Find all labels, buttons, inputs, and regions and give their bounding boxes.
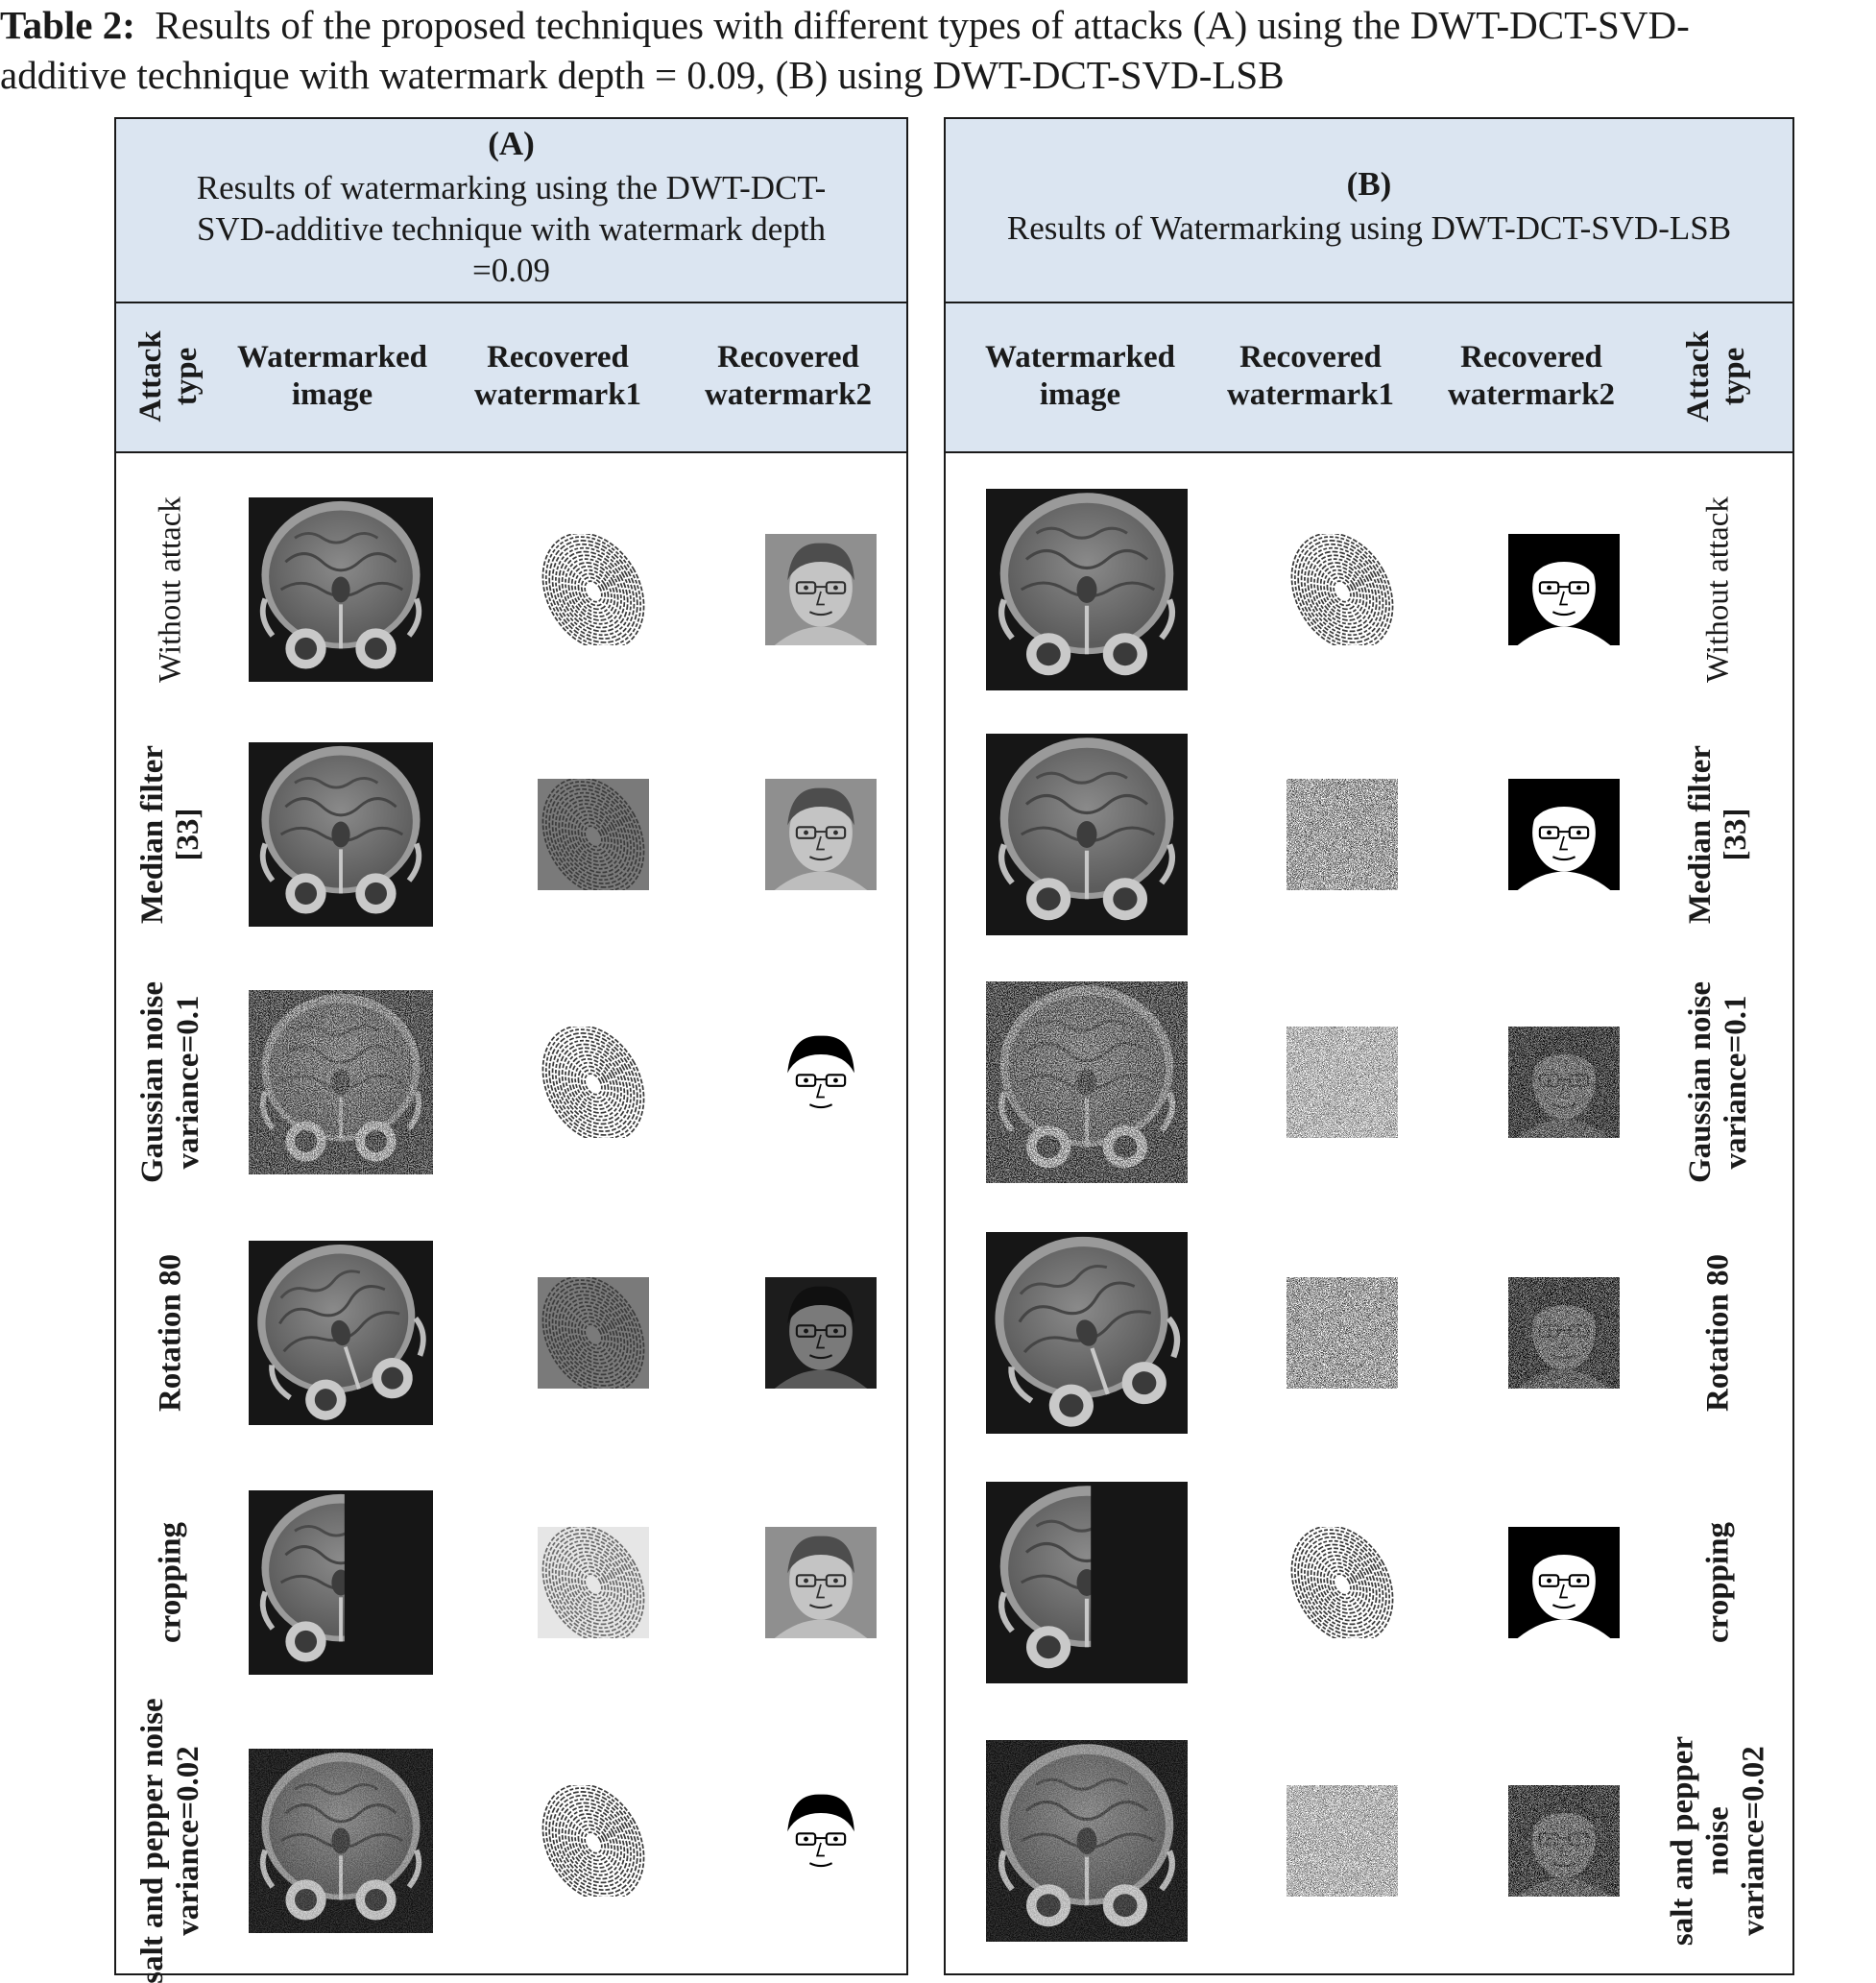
panel-a-recovered-watermark1-rotation <box>538 1277 649 1389</box>
panel-b-attack-label-without-attack <box>1701 496 1737 683</box>
panel-b-attack-label-cropping <box>1701 1522 1737 1643</box>
panel-a-attack-label-cropping <box>154 1522 189 1643</box>
panel-a-recovered-watermark2-gaussian-noise <box>765 1027 877 1138</box>
panel-a-recovered-watermark1-median-filter <box>538 779 649 890</box>
panel-a-title-line-1: Results of watermarking using the DWT-DCT- <box>196 169 827 206</box>
panel-b-watermarked-image-median-filter <box>986 734 1188 935</box>
panel-b-recovered-watermark2-gaussian-noise <box>1508 1027 1620 1138</box>
panel-b-attack-label-salt-pepper-line: noise <box>1700 1805 1736 1875</box>
panel-a-col-recovered-watermark1: Recovered watermark1 <box>473 340 642 412</box>
panel-a-recovered-watermark1-cropping <box>538 1527 649 1638</box>
panel-a-title-line-2: SVD-additive technique with watermark depth <box>196 210 827 248</box>
panel-a-attack-label-salt-pepper <box>135 1698 206 1983</box>
panel-b-column-header <box>946 303 1792 453</box>
panel-b-recovered-watermark1-cropping <box>1287 1527 1398 1638</box>
panel-b-watermarked-image-cropping <box>986 1482 1188 1683</box>
panel-a-recovered-watermark2-cropping <box>765 1527 877 1638</box>
panel-b-col-watermarked-image: Watermarked image <box>985 340 1175 412</box>
panel-b-recovered-watermark1-salt-pepper <box>1287 1785 1398 1897</box>
caption-line-1: Results of the proposed techniques with different types of attacks (A) using the DWT-DCT-SVD- <box>155 3 1690 47</box>
panel-b-recovered-watermark2-cropping <box>1508 1527 1620 1638</box>
panel-b-recovered-watermark2-salt-pepper <box>1508 1785 1620 1897</box>
table-caption <box>0 0 1876 100</box>
panel-a-attack-label-salt-pepper-line: salt and pepper noise <box>135 1697 170 1983</box>
panel-b-recovered-watermark1-rotation <box>1287 1277 1398 1389</box>
caption-line-2: additive technique with watermark depth = 0.09, (B) using DWT-DCT-SVD-LSB <box>0 53 1285 97</box>
panel-b-attack-label-gaussian-noise-line: Gaussian noise <box>1683 981 1718 1183</box>
panel-b-attack-label-median-filter-line: Median filter <box>1683 744 1718 924</box>
panel-b-col-recovered-watermark1: Recovered watermark1 <box>1226 340 1395 412</box>
panel-b-attack-label-rotation-line: Rotation 80 <box>1700 1253 1736 1413</box>
panel-b <box>944 117 1794 1975</box>
panel-a-recovered-watermark2-without-attack <box>765 534 877 645</box>
panel-b-title: Results of Watermarking using DWT-DCT-SVD-LSB <box>1006 209 1732 247</box>
panel-a-attack-label-median-filter-line: Median filter <box>135 744 170 924</box>
panel-a-col-watermarked-image: Watermarked image <box>237 340 427 412</box>
panel-b-attack-label-salt-pepper-line: salt and pepper <box>1665 1735 1700 1946</box>
panel-a-attack-label-cropping-line: cropping <box>153 1522 188 1643</box>
panel-b-attack-label-salt-pepper-line: variance=0.02 <box>1736 1745 1771 1936</box>
panel-a-recovered-watermark2-salt-pepper <box>765 1785 877 1897</box>
panel-a-attack-label-without-attack <box>154 496 189 683</box>
panel-a-col-recovered-watermark2: Recovered watermark2 <box>704 340 873 412</box>
panel-a-recovered-watermark1-salt-pepper <box>538 1785 649 1897</box>
panel-b-attack-label-gaussian-noise <box>1683 981 1754 1183</box>
panel-b-title-band <box>946 119 1792 303</box>
panel-a <box>114 117 908 1983</box>
panel-b-attack-label-salt-pepper <box>1666 1735 1772 1945</box>
panel-a-letter: (A) <box>488 125 535 162</box>
panel-b-recovered-watermark2-rotation <box>1508 1277 1620 1389</box>
panel-a-watermarked-image-gaussian-noise <box>249 990 433 1174</box>
panel-a-watermarked-image-cropping <box>249 1490 433 1675</box>
panel-a-attack-type-header: Attack type <box>133 330 204 423</box>
panel-a-recovered-watermark1-without-attack <box>538 534 649 645</box>
panel-b-attack-label-gaussian-noise-line: variance=0.1 <box>1719 995 1753 1170</box>
table-label: Table 2: <box>0 3 135 47</box>
panel-a-attack-label-gaussian-noise <box>135 981 206 1183</box>
panel-b-attack-label-without-attack-line: Without attack <box>1700 496 1736 683</box>
panel-a-attack-label-median-filter <box>135 744 206 923</box>
panel-a-recovered-watermark2-median-filter <box>765 779 877 890</box>
panel-a-attack-label-gaussian-noise-line: variance=0.1 <box>171 995 205 1170</box>
panel-b-attack-type-header: Attack type <box>1681 330 1751 423</box>
panel-b-letter: (B) <box>1346 165 1392 203</box>
panel-a-watermarked-image-median-filter <box>249 742 433 927</box>
panel-b-watermarked-image-gaussian-noise <box>986 981 1188 1183</box>
panel-a-watermarked-image-without-attack <box>249 497 433 682</box>
panel-a-attack-label-rotation <box>154 1254 189 1412</box>
panel-a-attack-label-median-filter-line: [33] <box>171 808 205 860</box>
panel-b-attack-label-median-filter-line: [33] <box>1719 808 1753 860</box>
panel-b-recovered-watermark1-gaussian-noise <box>1287 1027 1398 1138</box>
panel-a-recovered-watermark2-rotation <box>765 1277 877 1389</box>
panel-b-watermarked-image-without-attack <box>986 489 1188 690</box>
panel-b-attack-label-cropping-line: cropping <box>1700 1522 1736 1643</box>
panel-a-watermarked-image-salt-pepper <box>249 1749 433 1933</box>
panel-a-recovered-watermark1-gaussian-noise <box>538 1027 649 1138</box>
panel-a-attack-label-salt-pepper-line: variance=0.02 <box>171 1745 205 1936</box>
panel-b-attack-label-median-filter <box>1683 744 1754 923</box>
panel-a-title-line-3: =0.09 <box>472 252 550 289</box>
panel-b-watermarked-image-rotation <box>986 1232 1188 1434</box>
panel-a-column-header <box>116 303 906 453</box>
panel-b-col-recovered-watermark2: Recovered watermark2 <box>1447 340 1616 412</box>
panel-b-recovered-watermark1-without-attack <box>1287 534 1398 645</box>
panel-a-attack-label-gaussian-noise-line: Gaussian noise <box>135 981 170 1183</box>
panel-a-attack-label-without-attack-line: Without attack <box>153 496 188 683</box>
panel-a-attack-label-rotation-line: Rotation 80 <box>153 1253 188 1413</box>
panel-b-recovered-watermark2-without-attack <box>1508 534 1620 645</box>
panel-b-recovered-watermark1-median-filter <box>1287 779 1398 890</box>
panel-a-watermarked-image-rotation <box>249 1241 433 1425</box>
panel-b-watermarked-image-salt-pepper <box>986 1740 1188 1942</box>
panel-a-title-band <box>116 119 906 303</box>
panel-b-recovered-watermark2-median-filter <box>1508 779 1620 890</box>
panel-b-attack-label-rotation <box>1701 1254 1737 1412</box>
